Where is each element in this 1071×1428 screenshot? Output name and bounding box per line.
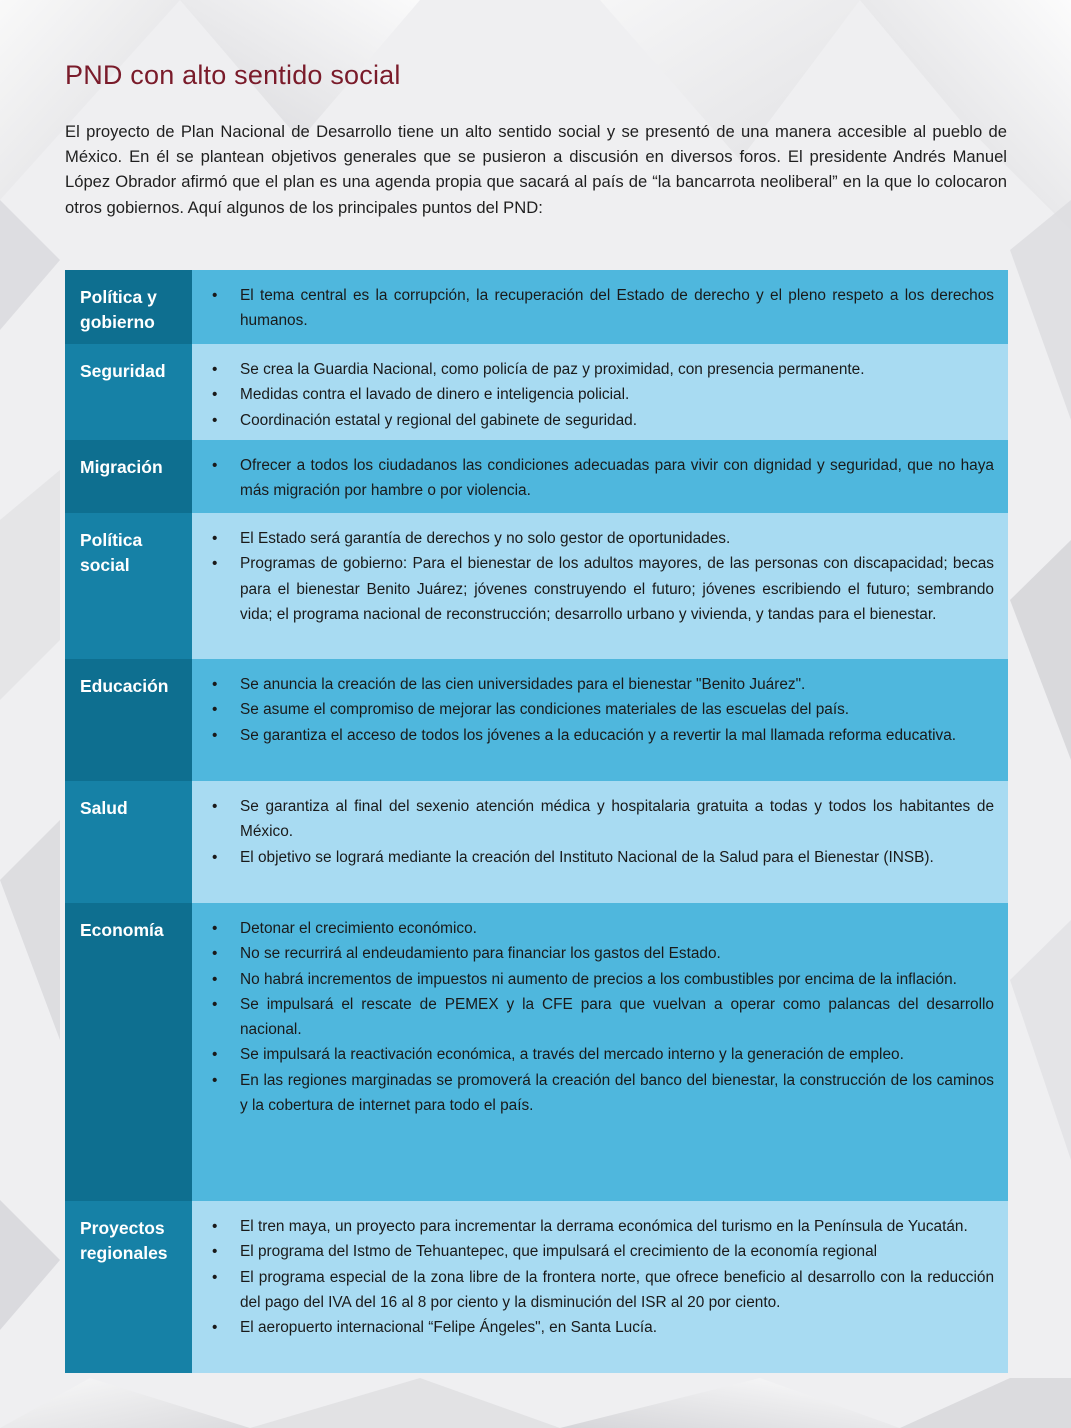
row-content	[192, 781, 1008, 903]
list-item: • Se anuncia la creación de las cien universidades para el bienestar "Benito Juárez".	[210, 672, 994, 697]
row-category: Política social	[65, 513, 192, 659]
list-item: • Se garantiza al final del sexenio atención médica y hospitalaria gratuita a todas y todos los habitantes de México.	[210, 794, 994, 845]
list-item: • Coordinación estatal y regional del gabinete de seguridad.	[210, 408, 994, 433]
row-content	[192, 659, 1008, 781]
row-content	[192, 903, 1008, 1201]
row-content	[192, 1201, 1008, 1373]
table-row	[65, 1201, 1008, 1373]
list-item: • El programa del Istmo de Tehuantepec, que impulsará el crecimiento de la economía regional	[210, 1239, 994, 1264]
list-item: • Medidas contra el lavado de dinero e inteligencia policial.	[210, 382, 994, 407]
list-item: • Programas de gobierno: Para el bienestar de los adultos mayores, de las personas con discapacidad; becas para el bienestar Benito Juárez; jóvenes construyendo el futuro; jóvenes escribiendo el futuro; sembrando vida; el programa nacional de reconstrucción; desarrollo urbano y vivienda, y tandas para el bienestar.	[210, 551, 994, 627]
bullet-list	[210, 794, 994, 870]
list-item: • El Estado será garantía de derechos y no solo gestor de oportunidades.	[210, 526, 994, 551]
bullet-list	[210, 357, 994, 433]
bullet-list	[210, 1214, 994, 1340]
list-item: • Detonar el crecimiento económico.	[210, 916, 994, 941]
row-category: Salud	[65, 781, 192, 903]
list-item: • El objetivo se logrará mediante la creación del Instituto Nacional de la Salud para el Bienestar (INSB).	[210, 845, 994, 870]
row-content	[192, 270, 1008, 344]
list-item: • Se asume el compromiso de mejorar las condiciones materiales de las escuelas del país.	[210, 697, 994, 722]
table-row	[65, 659, 1008, 781]
row-content	[192, 344, 1008, 440]
list-item: • El tema central es la corrupción, la recuperación del Estado de derecho y el pleno respeto a los derechos humanos.	[210, 283, 994, 334]
list-item: • No habrá incrementos de impuestos ni aumento de precios a los combustibles por encima de la inflación.	[210, 967, 994, 992]
list-item: • Se impulsará el rescate de PEMEX y la CFE para que vuelvan a operar como palancas del desarrollo nacional.	[210, 992, 994, 1043]
table-row	[65, 781, 1008, 903]
row-content	[192, 513, 1008, 659]
row-category: Política y gobierno	[65, 270, 192, 344]
pnd-table	[65, 270, 1008, 1373]
table-row	[65, 513, 1008, 659]
row-content	[192, 440, 1008, 513]
list-item: • Ofrecer a todos los ciudadanos las condiciones adecuadas para vivir con dignidad y seguridad, que no haya más migración por hambre o por violencia.	[210, 453, 994, 504]
list-item: • El tren maya, un proyecto para incrementar la derrama económica del turismo en la Península de Yucatán.	[210, 1214, 994, 1239]
list-item: • El aeropuerto internacional “Felipe Ángeles", en Santa Lucía.	[210, 1315, 994, 1340]
page-title: PND con alto sentido social	[65, 60, 401, 90]
list-item: • En las regiones marginadas se promoverá la creación del banco del bienestar, la construcción de los caminos y la cobertura de internet para todo el país.	[210, 1068, 994, 1119]
list-item: • Se impulsará la reactivación económica, a través del mercado interno y la generación de empleo.	[210, 1042, 994, 1067]
table-row	[65, 903, 1008, 1201]
intro-paragraph: El proyecto de Plan Nacional de Desarrollo tiene un alto sentido social y se presentó de una manera accesible al pueblo de México. En él se plantean objetivos generales que se pusieron a discusión en diversos foros. El presidente Andrés Manuel López Obrador afirmó que el plan es una agenda propia que sacará al país de “la bancarrota neoliberal” en la que lo colocaron otros gobiernos. Aquí algunos de los principales puntos del PND:	[65, 122, 1007, 217]
bullet-list	[210, 453, 994, 504]
list-item: • No se recurrirá al endeudamiento para financiar los gastos del Estado.	[210, 941, 994, 966]
row-category: Seguridad	[65, 344, 192, 440]
row-category: Migración	[65, 440, 192, 513]
list-item: • El programa especial de la zona libre de la frontera norte, que ofrece beneficio al desarrollo con la reducción del pago del IVA del 16 al 8 por ciento y la disminución del ISR al 20 por ciento.	[210, 1265, 994, 1316]
bullet-list	[210, 916, 994, 1118]
bullet-list	[210, 526, 994, 627]
table-row	[65, 440, 1008, 513]
bullet-list	[210, 672, 994, 748]
bullet-list	[210, 283, 994, 334]
row-category: Proyectos regionales	[65, 1201, 192, 1373]
table-row	[65, 270, 1008, 344]
row-category: Economía	[65, 903, 192, 1201]
list-item: • Se crea la Guardia Nacional, como policía de paz y proximidad, con presencia permanente.	[210, 357, 994, 382]
table-row	[65, 344, 1008, 440]
row-category: Educación	[65, 659, 192, 781]
list-item: • Se garantiza el acceso de todos los jóvenes a la educación y a revertir la mal llamada reforma educativa.	[210, 723, 994, 748]
